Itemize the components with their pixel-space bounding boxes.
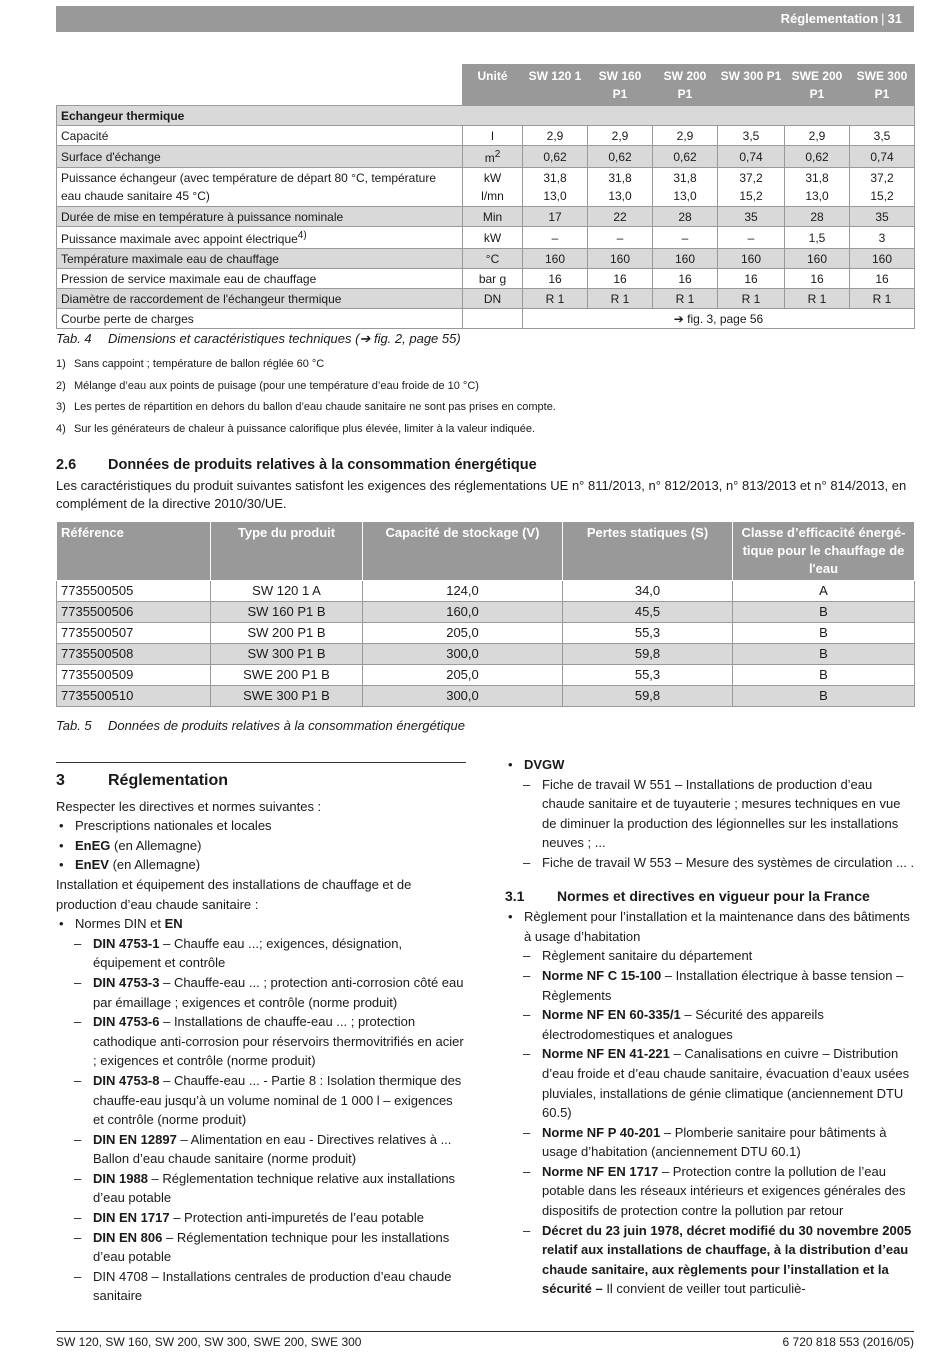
cell: 31,8 13,0 [523, 168, 588, 207]
page-header [56, 6, 914, 32]
row-label: Pression de service maximale eau de chauffage [57, 269, 463, 289]
footnotes [56, 355, 556, 441]
cell: 16 [785, 269, 850, 289]
table-row: 7735500507 SW 200 P1 B 205,0 55,3 B [57, 623, 915, 644]
cell: – [588, 227, 653, 249]
list-item: • EnEV (en Allemagne) [56, 855, 466, 875]
footnote: 2) Mélange d’eau aux points de puisage (pour une température d’eau froide de 10 °C) [56, 379, 479, 392]
table-row [57, 269, 915, 289]
row-unit: bar g [463, 269, 523, 289]
row-unit [463, 168, 523, 207]
table-row [57, 289, 915, 309]
cell: 28 [653, 207, 718, 227]
cell: 35 [718, 207, 785, 227]
cell: 16 [653, 269, 718, 289]
cell: 0,62 [523, 146, 588, 168]
cell: 2,9 [588, 126, 653, 146]
model-header: SW 300 P1 [718, 65, 785, 106]
table-row: 7735500506 SW 160 P1 B 160,0 45,5 B [57, 602, 915, 623]
cell: R 1 [785, 289, 850, 309]
norm-item: – Fiche de travail W 551 – Installations de production d’eau chaude sanitaire et de tuyauterie ; mesures techniques en vue de diminuer la production des légionnelles sur les installations neuves ; ... [505, 775, 915, 853]
section-3-intro: Respecter les directives et normes suivantes : [56, 798, 322, 814]
cell: – [523, 227, 588, 249]
header-separator: | [881, 11, 885, 26]
list-item: • Règlement pour l’installation et la maintenance dans des bâtiments à usage d’habitation [505, 907, 915, 946]
footnote: 1) Sans cappoint ; température de ballon réglée 60 °C [56, 358, 325, 370]
row-unit [463, 146, 523, 168]
cell: R 1 [653, 289, 718, 309]
footnote: 4) Sur les générateurs de chaleur à puissance calorifique plus élevée, limiter à la valeur indiquée. [56, 422, 536, 435]
model-header: SWE 300 P1 [850, 65, 915, 106]
footnote-ref: 4) [297, 230, 307, 241]
cell: 2,9 [785, 126, 850, 146]
footer-doc-number: 6 720 818 553 (2016/05) [782, 1335, 914, 1349]
cell: 22 [588, 207, 653, 227]
cell: 3 [850, 227, 915, 249]
cell: 16 [588, 269, 653, 289]
row-unit: °C [463, 249, 523, 269]
caption-text: Données de produits relatives à la consommation énergétique [108, 718, 465, 733]
cell: 16 [850, 269, 915, 289]
cell: R 1 [850, 289, 915, 309]
section-2-6-heading: 2.6 Données de produits relatives à la consommation énergétique [56, 457, 537, 473]
table-row [57, 146, 915, 168]
row-label: Diamètre de raccordement de l'échangeur thermique [57, 289, 463, 309]
unit-header: Unité [463, 65, 523, 106]
row-label: Puissance maximale avec appoint électrique$^{4)}$ [57, 227, 463, 249]
norm-item: – DIN 4753-3 – Chauffe-eau ... ; protection anti-corrosion côté eau par émaillage ; exigences et contrôle (norme produit) [56, 973, 466, 1012]
cell: 160 [523, 249, 588, 269]
cell: 0,62 [785, 146, 850, 168]
table5-caption [56, 718, 465, 733]
norm-item: – DIN 4753-8 – Chauffe-eau ... - Partie 8 : Isolation thermique des chauffe-eau jusqu’à un volume nominal de 1 000 l – exigences et contrôle (norme produit) [56, 1071, 466, 1130]
caption-number: Tab. 5 [56, 718, 92, 733]
unit-text: kW [483, 171, 502, 185]
model-header: SW 200 P1 [653, 65, 718, 106]
table-row [57, 309, 915, 329]
cell: 160 [588, 249, 653, 269]
cell: 35 [850, 207, 915, 227]
cell: 3,5 [850, 126, 915, 146]
section-3-1-heading: 3.1 Normes et directives en vigueur pour la France [505, 887, 870, 904]
unit-text: l/mn [481, 189, 504, 203]
row-unit: Min [463, 207, 523, 227]
cell: R 1 [718, 289, 785, 309]
norm-item: – Décret du 23 juin 1978, décret modifié du 30 novembre 2005 relatif aux installations de chauffage, à la distribution d’eau chaude sanitaire, aux règlements pour l’installation et la sécurité – Il convient de veiller tout particuliè- [505, 1221, 915, 1299]
table4-caption [56, 331, 461, 347]
table-header-row [57, 522, 915, 581]
row-label: Température maximale eau de chauffage [57, 249, 463, 269]
cell: 31,8 13,0 [588, 168, 653, 207]
norm-item: – Règlement sanitaire du département [505, 946, 915, 966]
cell: 28 [785, 207, 850, 227]
cell: 16 [718, 269, 785, 289]
cell: 0,74 [718, 146, 785, 168]
row-label: Capacité [57, 126, 463, 146]
norm-item: – Norme NF EN 41-221 – Canalisations en cuivre – Distribution d’eau froide et d’eau chaude sanitaire, évacuation d’eaux usées pluviales, installations de génie climatique (anciennement DTU 60.5) [505, 1044, 915, 1122]
cell: 0,62 [653, 146, 718, 168]
list-item: • EnEG (en Allemagne) [56, 836, 466, 856]
table-header-row [57, 65, 915, 106]
table-row: 7735500510 SWE 300 P1 B 300,0 59,8 B [57, 686, 915, 707]
section-row [57, 106, 915, 126]
cell: 0,74 [850, 146, 915, 168]
cell: R 1 [588, 289, 653, 309]
cell: 0,62 [588, 146, 653, 168]
row-label: Surface d'échange [57, 146, 463, 168]
norm-item: – DIN 4753-1 – Chauffe eau ...; exigences, désignation, équipement et contrôle [56, 934, 466, 973]
caption-number: Tab. 4 [56, 331, 92, 346]
norm-item: – Norme NF P 40-201 – Plomberie sanitaire pour bâtiments à usage d’habitation (anciennement DTU 60.1) [505, 1123, 915, 1162]
norm-item: – DIN EN 12897 – Alimentation en eau - Directives relatives à ... Ballon d’eau chaude sanitaire (norme produit) [56, 1130, 466, 1169]
row-label: Durée de mise en température à puissance nominale [57, 207, 463, 227]
norm-item: – DIN 4708 – Installations centrales de production d’eau chaude sanitaire [56, 1267, 466, 1306]
right-column [505, 755, 915, 1299]
cell: 37,2 15,2 [850, 168, 915, 207]
list-item: • Normes DIN et EN [56, 914, 466, 934]
column-header: Capacité de stockage (V) [363, 522, 563, 581]
cell: R 1 [523, 289, 588, 309]
norm-item: – Norme NF C 15-100 – Installation électrique à basse tension – Règlements [505, 966, 915, 1005]
norm-item: – DIN EN 806 – Réglementation technique pour les installations d’eau potable [56, 1228, 466, 1267]
cell: 1,5 [785, 227, 850, 249]
table-row: 7735500509 SWE 200 P1 B 205,0 55,3 B [57, 665, 915, 686]
column-header: Classe d’efficacité énergé- tique pour le chauffage de l'eau [733, 522, 915, 581]
norm-item: – DIN 1988 – Réglementation technique relative aux installations d’eau potable [56, 1169, 466, 1208]
list-item: • DVGW [505, 755, 915, 775]
row-unit: DN [463, 289, 523, 309]
cell: – [718, 227, 785, 249]
norm-item: – DIN 4753-6 – Installations de chauffe-eau ... ; protection cathodique anti-corrosion pour réservoirs thermovitrifiés en acier ; exigences et contrôle (norme produit) [56, 1012, 466, 1071]
model-header: SWE 200 P1 [785, 65, 850, 106]
cell: 31,8 13,0 [785, 168, 850, 207]
section-2-6-intro: Les caractéristiques du produit suivantes satisfont les exigences des réglementations UE n° 811/2013, n° 812/2013, n° 813/2013 et n° 814/2013, en complément de la directive 2010/30/UE. [56, 478, 907, 511]
table-row: 7735500505 SW 120 1 A 124,0 34,0 A [57, 581, 915, 602]
cell: 17 [523, 207, 588, 227]
column-header: Pertes statiques (S) [563, 522, 733, 581]
cell: 160 [785, 249, 850, 269]
norm-item: – Norme NF EN 60-335/1 – Sécurité des appareils électrodomestiques et analogues [505, 1005, 915, 1044]
footer-models: SW 120, SW 160, SW 200, SW 300, SWE 200, SWE 300 [56, 1335, 362, 1349]
header-page-number: 31 [887, 11, 902, 26]
list-item: • Prescriptions nationales et locales [56, 816, 466, 836]
install-text: Installation et équipement des installations de chauffage et de production d’eau chaude sanitaire : [56, 876, 412, 912]
table-row [57, 126, 915, 146]
unit-text: m [484, 151, 495, 165]
unit-superscript: 2 [494, 149, 501, 160]
cell: 2,9 [653, 126, 718, 146]
energy-table [56, 521, 915, 707]
header-section: Réglementation [780, 11, 879, 26]
table-row [57, 168, 915, 207]
cell: 2,9 [523, 126, 588, 146]
model-header: SW 120 1 [523, 65, 588, 106]
cell: 37,2 15,2 [718, 168, 785, 207]
row-unit [463, 309, 523, 329]
cell: 160 [718, 249, 785, 269]
cell: 16 [523, 269, 588, 289]
table-row [57, 249, 915, 269]
footnote: 3) Les pertes de répartition en dehors du ballon d’eau chaude sanitaire ne sont pas prises en compte. [56, 401, 556, 414]
table-row [57, 207, 915, 227]
table-row [57, 227, 915, 249]
technical-table [56, 64, 915, 329]
row-label: Puissance échangeur (avec température de départ 80 °C, température eau chaude sanitaire 45 °C) [57, 168, 463, 207]
row-label: Courbe perte de charges [57, 309, 463, 329]
left-column [56, 762, 466, 1306]
figure-reference: ➔ fig. 3, page 56 [523, 309, 915, 329]
row-unit: l [463, 126, 523, 146]
section-3-heading: 3 Réglementation [56, 762, 466, 791]
cell: 160 [850, 249, 915, 269]
table-row: 7735500508 SW 300 P1 B 300,0 59,8 B [57, 644, 915, 665]
cell: – [653, 227, 718, 249]
norm-item: – DIN EN 1717 – Protection anti-impuretés de l’eau potable [56, 1208, 466, 1228]
column-header: Type du produit [211, 522, 363, 581]
norm-item: – Norme NF EN 1717 – Protection contre la pollution de l’eau potable dans les réseaux intérieurs et exigences générales des dispositifs de protection contre la pollution par retour [505, 1162, 915, 1221]
section-label: Echangeur thermique [57, 106, 915, 126]
caption-text: Dimensions et caractéristiques techniques (➔ fig. 2, page 55) [108, 331, 461, 346]
cell: 31,8 13,0 [653, 168, 718, 207]
model-header: SW 160 P1 [588, 65, 653, 106]
cell: 3,5 [718, 126, 785, 146]
norm-item: – Fiche de travail W 553 – Mesure des systèmes de circulation ... . [505, 853, 915, 873]
row-unit: kW [463, 227, 523, 249]
cell: 160 [653, 249, 718, 269]
column-header: Référence [57, 522, 211, 581]
page-footer [56, 1331, 914, 1349]
